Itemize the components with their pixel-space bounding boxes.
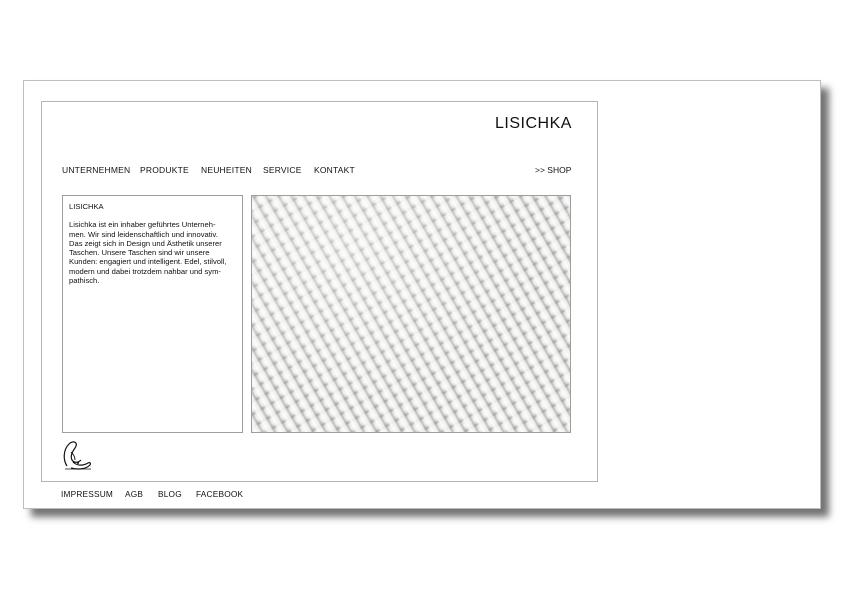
brand-title[interactable]: LISICHKA (495, 115, 572, 132)
nav-item-kontakt[interactable]: KONTAKT (314, 165, 355, 175)
footer-link-impressum[interactable]: IMPRESSUM (61, 489, 114, 499)
nav-item-neuheiten[interactable]: NEUHEITEN (201, 165, 252, 175)
footer-link-facebook[interactable]: FACEBOOK (196, 489, 244, 499)
nav-item-produkte[interactable]: PRODUKTE (140, 165, 189, 175)
footer-link-blog[interactable]: BLOG (158, 489, 182, 499)
nav-item-unternehmen[interactable]: UNTERNEHMEN (62, 165, 131, 175)
shop-link[interactable]: >> SHOP (535, 165, 572, 175)
company-textbox (62, 195, 243, 433)
content-text: Lisichka ist ein inhaber geführtes Unterneh- men. Wir sind leidenschaftlich und innovativ. Das zeigt sich in Design und Ästhetik unserer Taschen. Unsere Taschen sind wir unsere Kunden: engagiert und intelligent. Edel, stilvoll, modern und dabei trotzdem nahbar und sym- pathisch. (69, 220, 227, 286)
content-heading: LISICHKA (69, 202, 104, 211)
squirrel-logo-icon (61, 438, 93, 472)
woven-leather-image (251, 195, 571, 433)
footer-link-agb[interactable]: AGB (125, 489, 144, 499)
nav-item-service[interactable]: SERVICE (263, 165, 302, 175)
